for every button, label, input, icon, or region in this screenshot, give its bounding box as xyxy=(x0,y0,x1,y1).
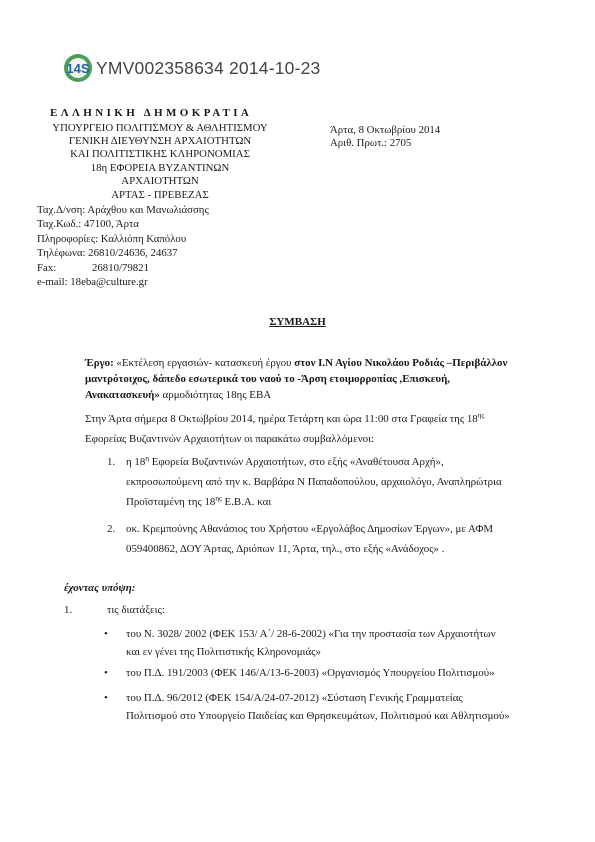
fax-value: 26810/79821 xyxy=(92,262,149,274)
directorate-line-1: ΓΕΝΙΚΗ ΔΙΕΥΘΥΝΣΗ ΑΡΧΑΙΟΤΗΤΩΝ xyxy=(68,135,252,147)
info-line: Πληροφορίες: Καλλιόπη Καπόλου xyxy=(37,233,187,245)
ephorate-line-1: 18η ΕΦΟΡΕΙΑ ΒΥΖΑΝΤΙΝΩΝ xyxy=(90,162,230,174)
party-1-text: Ε.Β.Α. και xyxy=(221,496,272,508)
document-id: YMV002358634 2014-10-23 xyxy=(96,58,321,78)
bullet-icon: • xyxy=(104,628,108,640)
intro-line-1 xyxy=(85,411,484,428)
seal-logo xyxy=(61,52,95,84)
party-1-line-3 xyxy=(126,494,271,511)
provision-item-3-line-1: του Π.Δ. 96/2012 (ΦΕΚ 154/Α/24-07-2012) «Σύσταση Γενικής Γραμματείας xyxy=(126,692,463,704)
ephorate-line-2: ΑΡΧΑΙΟΤΗΤΩΝ xyxy=(121,175,199,187)
svg-text:14S: 14S xyxy=(66,61,90,76)
project-line-3 xyxy=(85,387,271,404)
project-line-2 xyxy=(85,371,450,388)
party-2-line-1: οκ. Κρεμπούνης Αθανάσιος του Χρήστου «Εργολάβος Δημοσίων Έργων», με ΑΦΜ xyxy=(126,523,494,535)
ministry-name: ΥΠΟΥΡΓΕΙΟ ΠΟΛΙΤΙΣΜΟΥ & ΑΘΛΗΤΙΣΜΟΥ xyxy=(52,122,268,134)
postcode-line: Ταχ.Κωδ.: 47100, Άρτα xyxy=(37,218,139,230)
bullet-icon: • xyxy=(104,692,108,704)
project-description: μαντρότοιχος, δάπεδο εσωτερικά του ναού το -Άρση ετοιμορροπίας ,Επισκευή, xyxy=(85,373,450,385)
considering-text: έχοντας υπόψη: xyxy=(64,582,136,594)
party-1-text: η 18 xyxy=(126,456,146,468)
project-text: «Εκτέλεση εργασιών- κατασκευή έργου xyxy=(113,357,295,369)
directorate-line-2: ΚΑΙ ΠΟΛΙΤΙΣΤΙΚΗΣ ΚΛΗΡΟΝΟΜΙΑΣ xyxy=(70,148,250,160)
bullet-icon: • xyxy=(104,667,108,679)
protocol-number: Αριθ. Πρωτ.: 2705 xyxy=(330,137,412,149)
provision-item-2-line-1: του Π.Δ. 191/2003 (ΦΕΚ 146/Α/13-6-2003) «Οργανισμός Υπουργείου Πολιτισμού» xyxy=(126,667,495,679)
republic-title: ΕΛΛΗΝΙΚΗ ΔΗΜΟΚΡΑΤΙΑ xyxy=(50,107,253,119)
provision-item-1-line-2: και εν γένει της Πολιτιστικής Κληρονομιάς» xyxy=(126,646,321,658)
ordinal-suffix: ης xyxy=(215,494,222,503)
intro-text: Στην Άρτα σήμερα 8 Οκτωβρίου 2014, ημέρα Τετάρτη και ώρα 11:00 στα Γραφεία της 18 xyxy=(85,413,478,425)
project-line-1 xyxy=(85,355,535,372)
provision-label: τις διατάξεις: xyxy=(107,604,165,616)
address-line: Ταχ.Δ/νση: Αράχθου και Μανωλιάσσης xyxy=(37,204,209,216)
project-responsibility: αρμοδιότητας 18ης ΕΒΑ xyxy=(159,389,272,401)
document-title: ΣΥΜΒΑΣΗ xyxy=(269,316,326,328)
party-1-line-2: εκπροσωπούμενη από την κ. Βαρβάρα Ν Παπαδοπούλου, αρχαιολόγο, Αναπληρώτρια xyxy=(126,476,502,488)
intro-line-2: Εφορείας Βυζαντινών Αρχαιοτήτων οι παρακάτω συμβαλλόμενοι: xyxy=(85,433,375,445)
provision-item-1-line-1: του Ν. 3028/ 2002 (ΦΕΚ 153/ Α΄/ 28-6-2002) «Για την προστασία των Αρχαιοτήτων xyxy=(126,628,496,640)
party-2-line-2: 059400862, ΔΟΥ Άρτας, Δριόπων 11, Άρτα, τηλ., στο εξής «Ανάδοχος» . xyxy=(126,543,445,555)
phone-line: Τηλέφωνα: 26810/24636, 24637 xyxy=(37,247,178,259)
project-description-end: Ανακατασκευή» xyxy=(85,389,160,401)
email-line: e-mail: 18eba@culture.gr xyxy=(37,276,148,288)
considering-heading xyxy=(64,580,135,597)
party-1-number: 1. xyxy=(107,456,116,468)
ordinal-suffix: ης xyxy=(477,411,485,420)
party-2-number: 2. xyxy=(107,523,116,535)
party-1-text: Εφορεία Βυζαντινών Αρχαιοτήτων, στο εξής «Αναθέτουσα Αρχή», xyxy=(148,456,444,468)
provision-number: 1. xyxy=(64,604,73,616)
party-1-text: Προϊσταμένη της 18 xyxy=(126,496,216,508)
party-1-line-1 xyxy=(126,454,536,471)
region-name: ΑΡΤΑΣ - ΠΡΕΒΕΖΑΣ xyxy=(111,189,209,201)
fax-label: Fax: xyxy=(37,262,57,274)
document-date: Άρτα, 8 Οκτωβρίου 2014 xyxy=(330,124,441,136)
project-label: Έργο: xyxy=(85,357,114,369)
ordinal-suffix: η xyxy=(145,454,149,463)
provision-item-3-line-2: Πολιτισμού στο Υπουργείο Παιδείας και Θρησκευμάτων, Πολιτισμού και Αθλητισμού» xyxy=(126,710,510,722)
project-location: στον Ι.Ν Αγίου Νικολάου Ροδιάς –Περιβάλλον xyxy=(294,357,508,369)
